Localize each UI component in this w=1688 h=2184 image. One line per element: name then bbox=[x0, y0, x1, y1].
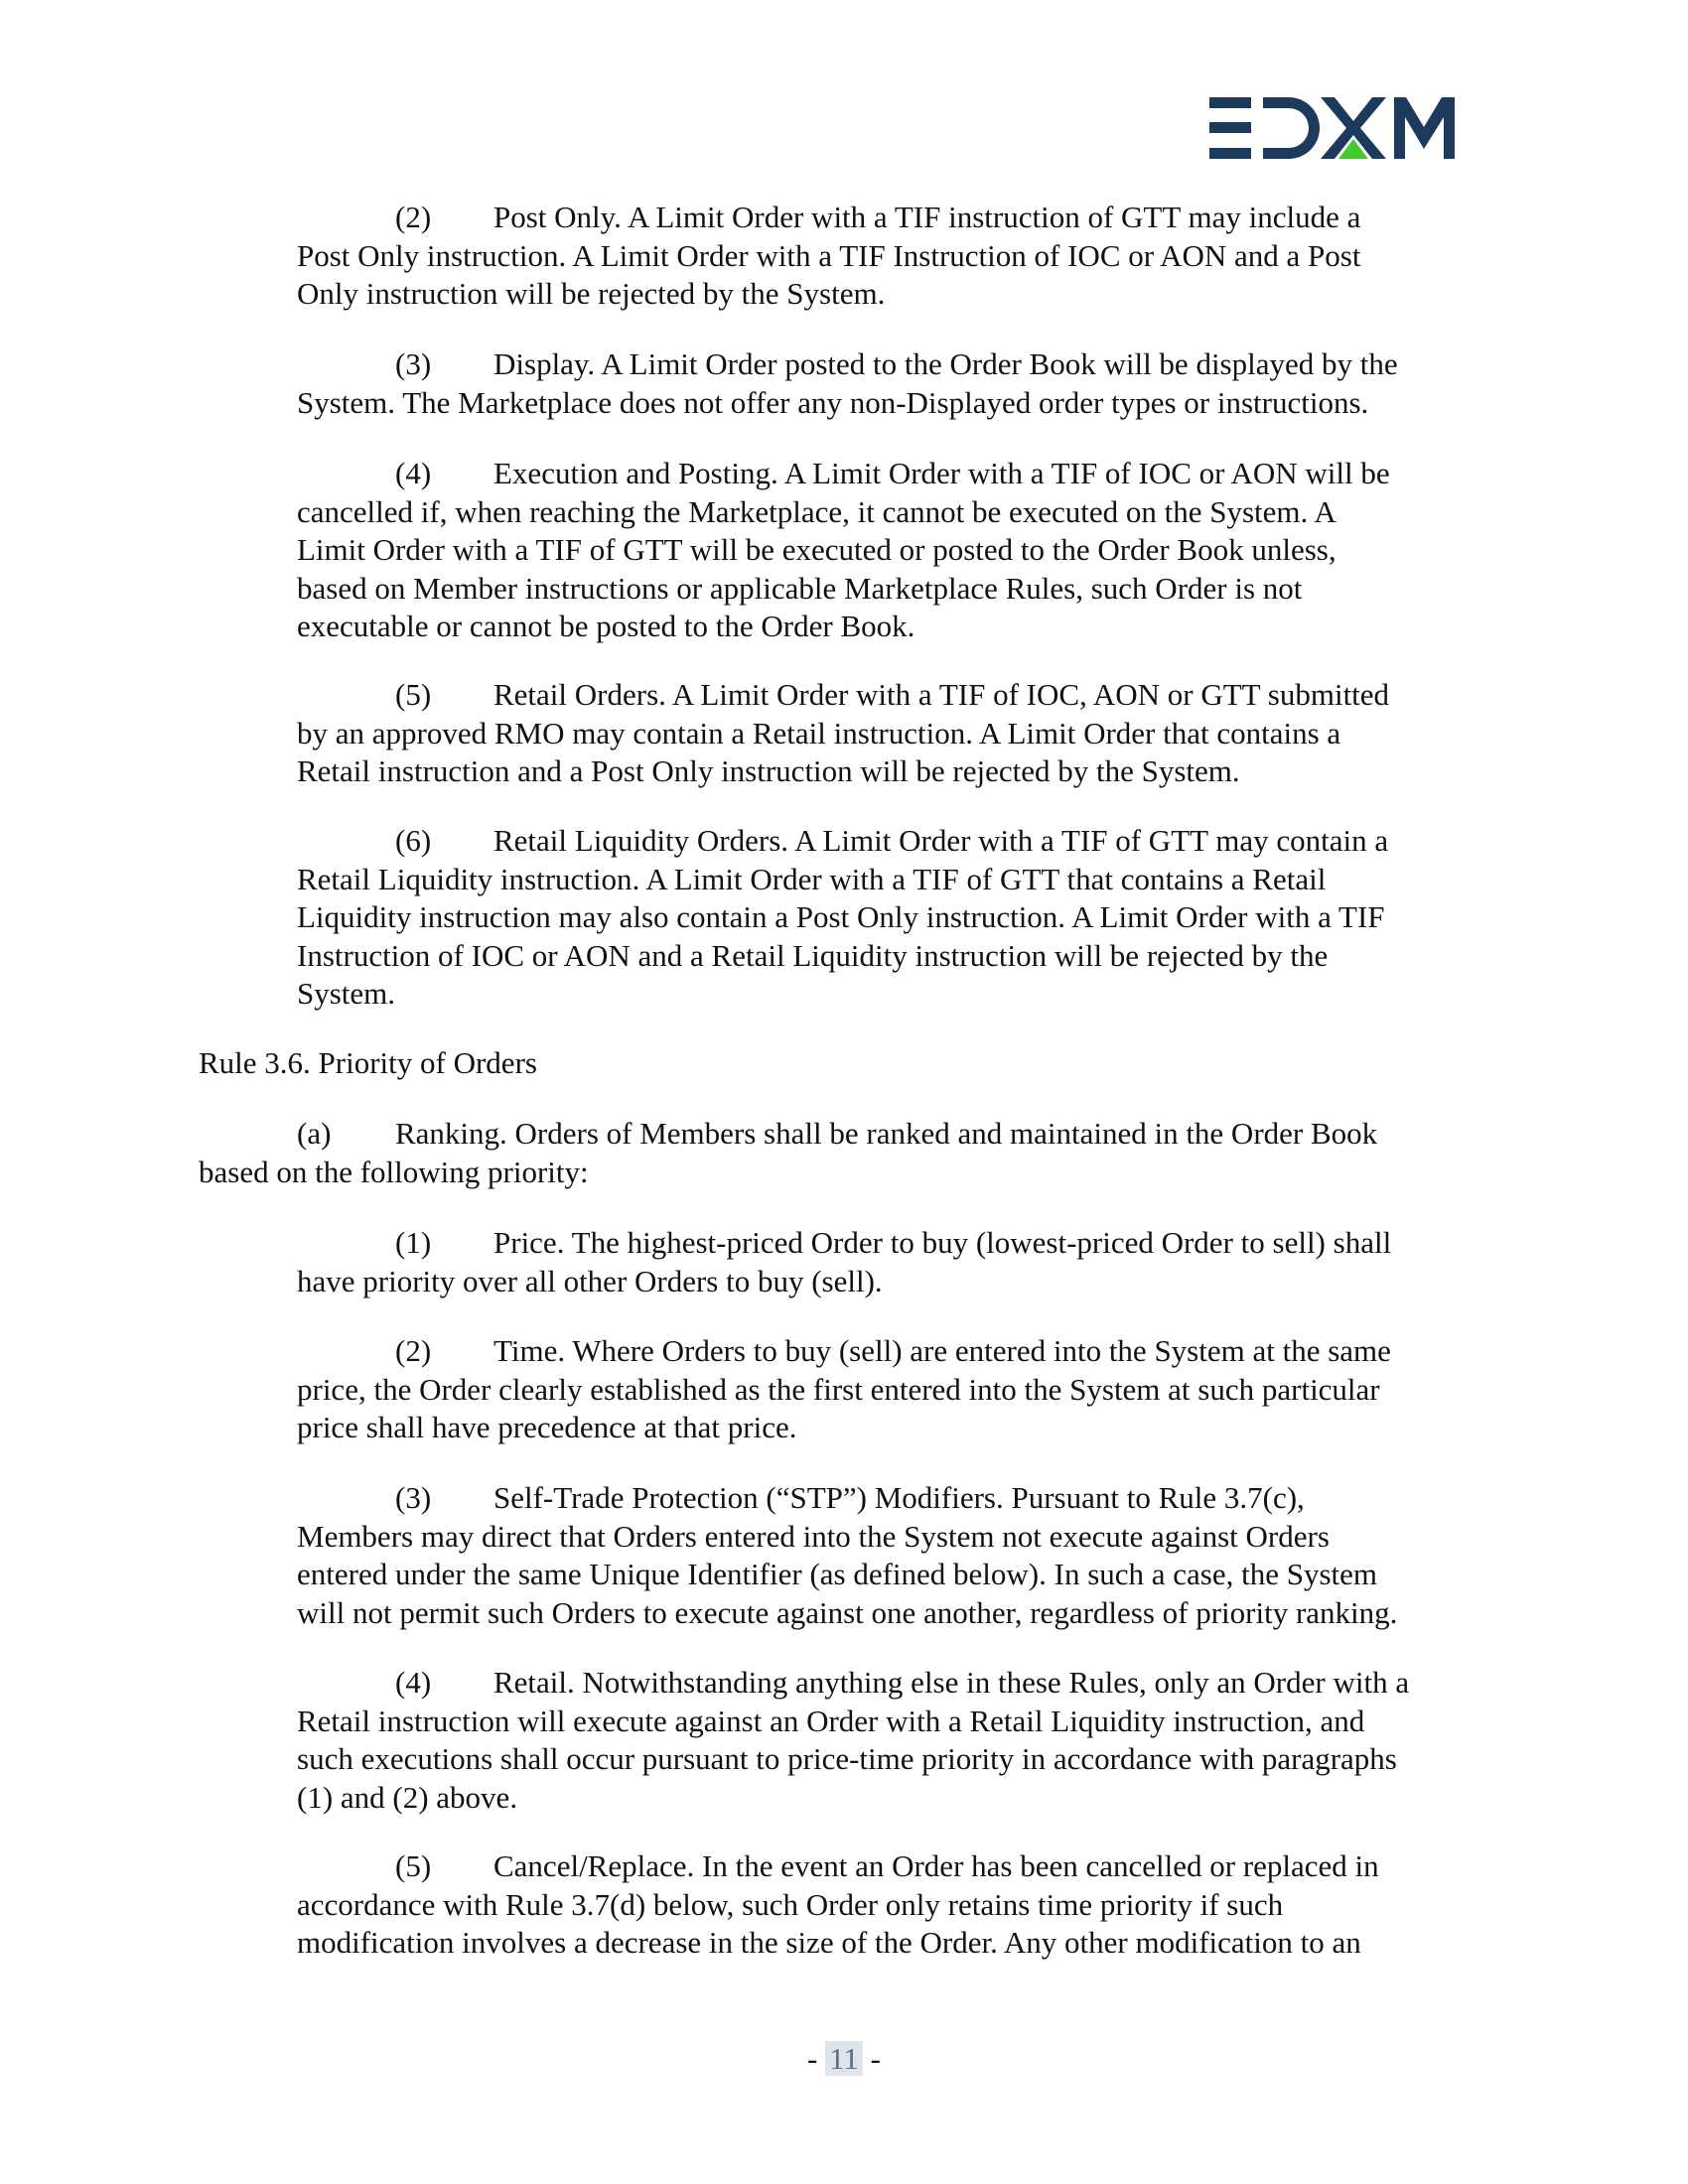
paragraph-item-3 bbox=[297, 345, 1493, 422]
item-text-line: Retail Liquidity instruction. A Limit Order with a TIF of GTT that contains a Retail bbox=[297, 861, 1327, 896]
item-text-line: modification involves a decrease in the size of the Order. Any other modification to an bbox=[297, 1925, 1361, 1960]
item-number: (5) bbox=[395, 1848, 432, 1883]
item-text-line: Self-Trade Protection (“STP”) Modifiers. Pursuant to Rule 3.7(c), bbox=[493, 1480, 1305, 1515]
item-number: (2) bbox=[395, 200, 432, 234]
item-text-line: such executions shall occur pursuant to price-time priority in accordance with paragraphs bbox=[297, 1741, 1397, 1776]
paragraph-priority-5 bbox=[297, 1847, 1493, 1963]
paragraph-item-6 bbox=[297, 822, 1493, 1014]
item-text-line: (1) and (2) above. bbox=[297, 1779, 518, 1815]
item-number: (5) bbox=[395, 677, 432, 712]
page-number: 11 bbox=[825, 2041, 863, 2076]
item-text-line: Display. A Limit Order posted to the Order Book will be displayed by the bbox=[493, 346, 1398, 381]
paragraph-item-4 bbox=[297, 455, 1493, 646]
item-text-line: Instruction of IOC or AON and a Retail Liquidity instruction will be rejected by the bbox=[297, 937, 1329, 973]
edxm-logo-icon bbox=[1209, 97, 1455, 159]
item-text-line: based on Member instructions or applicable Marketplace Rules, such Order is not bbox=[297, 570, 1303, 606]
item-text-line: Only instruction will be rejected by the System. bbox=[297, 276, 886, 311]
paragraph-section-a bbox=[199, 1115, 1499, 1191]
item-text-line: Price. The highest-priced Order to buy (lowest-priced Order to sell) shall bbox=[493, 1225, 1392, 1260]
item-text-line: price, the Order clearly established as the first entered into the System at such particular bbox=[297, 1371, 1380, 1407]
footer-suffix: - bbox=[862, 2041, 881, 2076]
paragraph-priority-2 bbox=[297, 1332, 1493, 1447]
item-text-line: Retail. Notwithstanding anything else in these Rules, only an Order with a bbox=[493, 1665, 1410, 1700]
paragraph-item-2 bbox=[297, 199, 1493, 314]
item-text-line: by an approved RMO may contain a Retail instruction. A Limit Order that contains a bbox=[297, 715, 1341, 751]
footer-prefix: - bbox=[806, 2041, 826, 2076]
item-text-line: entered under the same Unique Identifier (as defined below). In such a case, the System bbox=[297, 1557, 1378, 1591]
item-text-line: System. bbox=[297, 976, 396, 1011]
paragraph-priority-1 bbox=[297, 1224, 1493, 1300]
item-text-line: cancelled if, when reaching the Marketplace, it cannot be executed on the System. A bbox=[297, 493, 1336, 529]
item-number: (1) bbox=[395, 1225, 432, 1260]
item-text-line: Post Only instruction. A Limit Order with a TIF Instruction of IOC or AON and a Post bbox=[297, 237, 1361, 273]
item-text-line: Cancel/Replace. In the event an Order has been cancelled or replaced in bbox=[493, 1848, 1379, 1883]
item-text-line: Limit Order with a TIF of GTT will be executed or posted to the Order Book unless, bbox=[297, 532, 1336, 567]
paragraph-item-5 bbox=[297, 676, 1493, 791]
page-footer bbox=[0, 2040, 1688, 2079]
item-text-line: executable or cannot be posted to the Order Book. bbox=[297, 609, 915, 643]
item-number: (2) bbox=[395, 1333, 432, 1368]
item-text-line: Liquidity instruction may also contain a Post Only instruction. A Limit Order with a TIF bbox=[297, 899, 1385, 934]
item-text-line: will not permit such Orders to execute against one another, regardless of priority ranking. bbox=[297, 1594, 1398, 1630]
item-text-line: System. The Marketplace does not offer any non-Displayed order types or instructions. bbox=[297, 384, 1369, 420]
item-number: (4) bbox=[395, 456, 432, 490]
item-text-line: Time. Where Orders to buy (sell) are entered into the System at the same bbox=[493, 1333, 1391, 1368]
paragraph-priority-3 bbox=[297, 1479, 1493, 1632]
item-text-line: Retail instruction and a Post Only instruction will be rejected by the System. bbox=[297, 753, 1240, 788]
item-text-line: Retail instruction will execute against an Order with a Retail Liquidity instruction, and bbox=[297, 1703, 1365, 1738]
rule-heading: Rule 3.6. Priority of Orders bbox=[199, 1045, 537, 1080]
item-text-line: Retail Orders. A Limit Order with a TIF of IOC, AON or GTT submitted bbox=[493, 677, 1390, 712]
item-text-line: accordance with Rule 3.7(d) below, such Order only retains time priority if such bbox=[297, 1886, 1284, 1922]
edxm-logo bbox=[1209, 97, 1455, 159]
item-number: (6) bbox=[395, 823, 432, 858]
item-text-line: Post Only. A Limit Order with a TIF instruction of GTT may include a bbox=[493, 200, 1361, 234]
item-text-line: Execution and Posting. A Limit Order with a TIF of IOC or AON will be bbox=[493, 456, 1390, 490]
item-number: (4) bbox=[395, 1665, 432, 1700]
item-text-line: price shall have precedence at that price. bbox=[297, 1410, 797, 1444]
section-text-line: Ranking. Orders of Members shall be ranked and maintained in the Order Book bbox=[395, 1116, 1378, 1151]
paragraph-priority-4 bbox=[297, 1664, 1493, 1817]
item-text-line: have priority over all other Orders to buy (sell). bbox=[297, 1263, 883, 1298]
item-number: (3) bbox=[395, 1480, 432, 1515]
item-text-line: Members may direct that Orders entered into the System not execute against Orders bbox=[297, 1518, 1330, 1554]
section-text-line: based on the following priority: bbox=[199, 1154, 589, 1189]
item-number: (3) bbox=[395, 346, 432, 381]
section-number: (a) bbox=[297, 1116, 332, 1151]
item-text-line: Retail Liquidity Orders. A Limit Order with a TIF of GTT may contain a bbox=[493, 823, 1389, 858]
